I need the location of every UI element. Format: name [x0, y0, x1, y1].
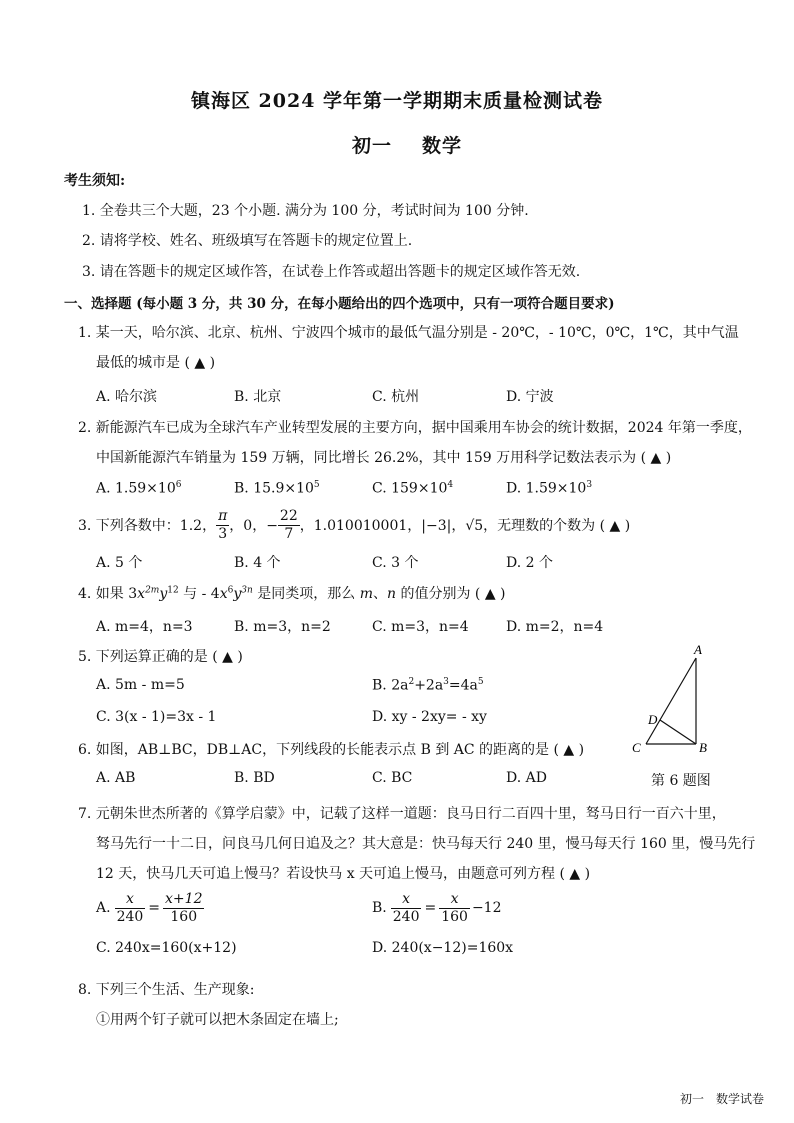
q3-option-c: C. 3 个 — [372, 555, 419, 571]
q2-stem-line2: 中国新能源汽车销量为 159 万辆，同比增长 26.2%，其中 159 万用科学记数法表示为 ( ▲ ) — [96, 450, 672, 466]
grade-label: 初一 — [352, 135, 393, 157]
q4-option-b: B. m=3，n=2 — [234, 619, 331, 635]
q1-option-b: B. 北京 — [234, 389, 282, 405]
fraction-22-over-7: $\frac{22}{7}$ — [279, 508, 298, 542]
q4-option-c: C. m=3，n=4 — [372, 619, 469, 635]
q1-option-a: A. 哈尔滨 — [96, 389, 158, 405]
q6-stem: 6. 如图，AB⊥BC，DB⊥AC，下列线段的长能表示点 B 到 AC 的距离的是 ( ▲ ) — [78, 742, 585, 758]
section-heading: 一、选择题 (每小题 3 分，共 30 分，在每小题给出的四个选项中，只有一项符合题目要求) — [64, 296, 615, 312]
q4-option-a: A. m=4，n=3 — [96, 619, 193, 635]
q6-option-c: C. BC — [372, 770, 413, 786]
q6-figure-caption: 第 6 题图 — [651, 773, 711, 789]
q4-option-d: D. m=2，n=4 — [506, 619, 604, 635]
q7-stem-line1: 7. 元朝朱世杰所著的《算学启蒙》中，记载了这样一道题：良马日行二百四十里，驽马日行一百六十里， — [78, 806, 726, 822]
q8-item-1: ①用两个钉子就可以把木条固定在墙上; — [96, 1012, 339, 1028]
q1-stem-line1: 1. 某一天，哈尔滨、北京、杭州、宁波四个城市的最低气温分别是 - 20℃，- 10℃，0℃，1℃，其中气温 — [78, 325, 739, 341]
q2-option-b: B. $15.9\times 10^5$ — [234, 480, 320, 497]
q2-stem-line1: 2. 新能源汽车已成为全球汽车产业转型发展的主要方向，据中国乘用车协会的统计数据，2024 年第一季度， — [78, 420, 752, 436]
q5-option-a: A. 5m - m=5 — [96, 677, 185, 693]
q6-figure — [620, 640, 730, 765]
q1-option-c: C. 杭州 — [372, 389, 420, 405]
notice-item-1: 1. 全卷共三个大题，23 个小题. 满分为 100 分，考试时间为 100 分钟. — [82, 203, 529, 219]
q7-stem-line3: 12 天，快马几天可追上慢马？若设快马 x 天可追上慢马，由题意可列方程 ( ▲ ) — [96, 866, 591, 882]
q1-stem-line2: 最低的城市是 ( ▲ ) — [96, 355, 216, 371]
q2-option-d: D. $1.59\times 10^3$ — [506, 480, 593, 497]
page-footer: 初一 数学试卷 — [679, 1092, 764, 1106]
q7-stem-line2: 驽马先行一十二日，问良马几何日追及之？其大意是：快马每天行 240 里，慢马每天行 160 里，慢马先行 — [96, 836, 756, 852]
q8-stem: 8. 下列三个生活、生产现象: — [78, 982, 255, 998]
q5-option-d: D. xy - 2xy= - xy — [372, 709, 487, 725]
exam-subtitle — [352, 131, 492, 158]
q3-option-d: D. 2 个 — [506, 555, 553, 571]
q6-option-a: A. AB — [96, 770, 136, 786]
q7-option-b: B. $\frac{x}{240}$ = $\frac{x}{160}$ −12 — [372, 891, 502, 925]
q2-option-c: C. $159\times 10^4$ — [372, 480, 454, 497]
label-d: D — [648, 712, 658, 727]
q5-option-c: C. 3(x - 1)=3x - 1 — [96, 709, 217, 725]
q4-stem: 4. 如果 $3x^{2m}y^{12}$ 与 - $4x^6y^{3n}$ 是同类项，那么 m、n 的值分别为 ( ▲ ) — [78, 585, 506, 602]
exam-title: 镇海区 2024 学年第一学期期末质量检测试卷 — [190, 90, 604, 112]
q6-option-d: D. AD — [506, 770, 547, 786]
q7-option-c: C. 240x=160(x+12) — [96, 940, 237, 956]
q6-option-b: B. BD — [234, 770, 275, 786]
notice-heading: 考生须知: — [64, 173, 126, 189]
label-a: A — [694, 642, 702, 657]
label-b: B — [699, 740, 707, 755]
q7-option-a: A. $\frac{x}{240}$ = $\frac{x+12}{160}$ — [96, 891, 203, 925]
label-c: C — [632, 740, 641, 755]
q3-stem: 3. 下列各数中：1.2， $\frac{\pi}{3}$ ，0，− $\frac{22}{7}$ ，1.010010001，|−3|，√5，无理数的个数为 ( ▲ ) — [78, 508, 631, 542]
q3-option-b: B. 4 个 — [234, 555, 281, 571]
subject-label: 数学 — [422, 135, 463, 157]
q7-option-d: D. 240(x−12)=160x — [372, 940, 514, 956]
q3-option-a: A. 5 个 — [96, 555, 143, 571]
fraction-pi-over-3: $\frac{\pi}{3}$ — [218, 508, 228, 542]
notice-item-2: 2. 请将学校、姓名、班级填写在答题卡的规定位置上. — [82, 233, 413, 249]
notice-item-3: 3. 请在答题卡的规定区域作答，在试卷上作答或超出答题卡的规定区域作答无效. — [82, 264, 581, 280]
q5-option-b: B. $2a^2+2a^3=4a^5$ — [372, 677, 484, 694]
q1-option-d: D. 宁波 — [506, 389, 554, 405]
q5-stem: 5. 下列运算正确的是 ( ▲ ) — [78, 649, 243, 665]
q2-option-a: A. $1.59\times 10^6$ — [96, 480, 182, 497]
